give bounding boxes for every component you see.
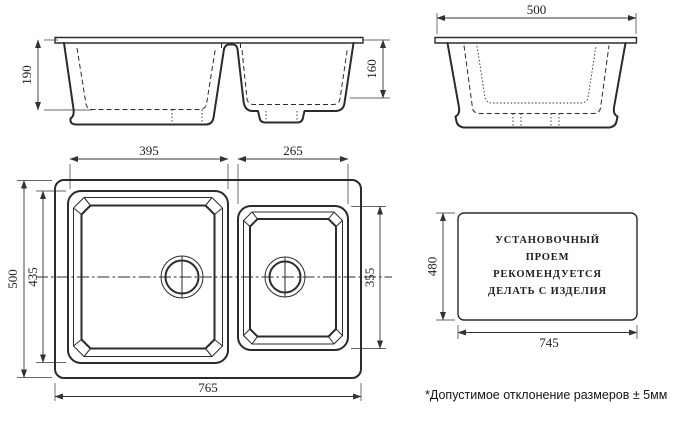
dim-label-765: 765 bbox=[198, 380, 218, 395]
dim-label-395: 395 bbox=[139, 143, 159, 158]
dim-label-480: 480 bbox=[424, 256, 440, 277]
opening-text-line-1: УСТАНОВОЧНЫЙ bbox=[495, 235, 600, 246]
plan-view bbox=[5, 143, 392, 401]
end-shallow-bowl-dotted bbox=[477, 46, 596, 103]
opening-rect bbox=[458, 213, 637, 320]
dim-label-745: 745 bbox=[539, 335, 559, 350]
dim-label-265: 265 bbox=[283, 143, 303, 158]
dimension-480 bbox=[425, 213, 456, 320]
bowl-small-outer bbox=[238, 206, 348, 350]
side-bowl-small-inner-dashed bbox=[242, 48, 348, 105]
dimension-160 bbox=[350, 40, 390, 98]
bowl-small-corner-facets bbox=[244, 212, 343, 344]
dim-label-355: 355 bbox=[362, 267, 377, 288]
bowl-small-inner bbox=[250, 219, 336, 337]
plan-bowl-small bbox=[238, 206, 348, 350]
dimension-500-end bbox=[437, 2, 636, 34]
dimension-395 bbox=[70, 143, 228, 189]
dimension-745 bbox=[458, 325, 637, 350]
tolerance-note: *Допустимое отклонение размеров ± 5мм bbox=[425, 388, 668, 402]
dimension-765 bbox=[55, 380, 361, 401]
dimension-265 bbox=[238, 143, 348, 204]
dim-label-190: 190 bbox=[19, 65, 34, 85]
side-outer-contour bbox=[64, 43, 354, 125]
dimension-355 bbox=[351, 207, 386, 349]
side-view bbox=[19, 38, 390, 125]
dim-label-160: 160 bbox=[364, 59, 379, 79]
dim-label-435: 435 bbox=[25, 267, 40, 287]
end-view bbox=[435, 2, 637, 128]
dim-label-500-end: 500 bbox=[526, 2, 547, 17]
side-rim bbox=[55, 38, 363, 44]
side-drain-main-dashed bbox=[172, 110, 202, 125]
side-drain-small-dotted bbox=[266, 111, 297, 123]
opening-text-line-4: ДЕЛАТЬ С ИЗДЕЛИЯ bbox=[488, 286, 607, 297]
end-outer-contour bbox=[448, 43, 626, 128]
side-bowl-main-inner-dashed bbox=[77, 48, 216, 110]
end-rim bbox=[435, 38, 637, 44]
opening-text-line-3: РЕКОМЕНДУЕТСЯ bbox=[493, 269, 602, 280]
installation-opening bbox=[425, 213, 638, 350]
opening-text-line-2: ПРОЕМ bbox=[525, 252, 570, 263]
end-drain-dotted bbox=[513, 114, 559, 128]
dim-label-500-plan: 500 bbox=[5, 269, 20, 289]
bowl-small-middle bbox=[244, 212, 343, 344]
